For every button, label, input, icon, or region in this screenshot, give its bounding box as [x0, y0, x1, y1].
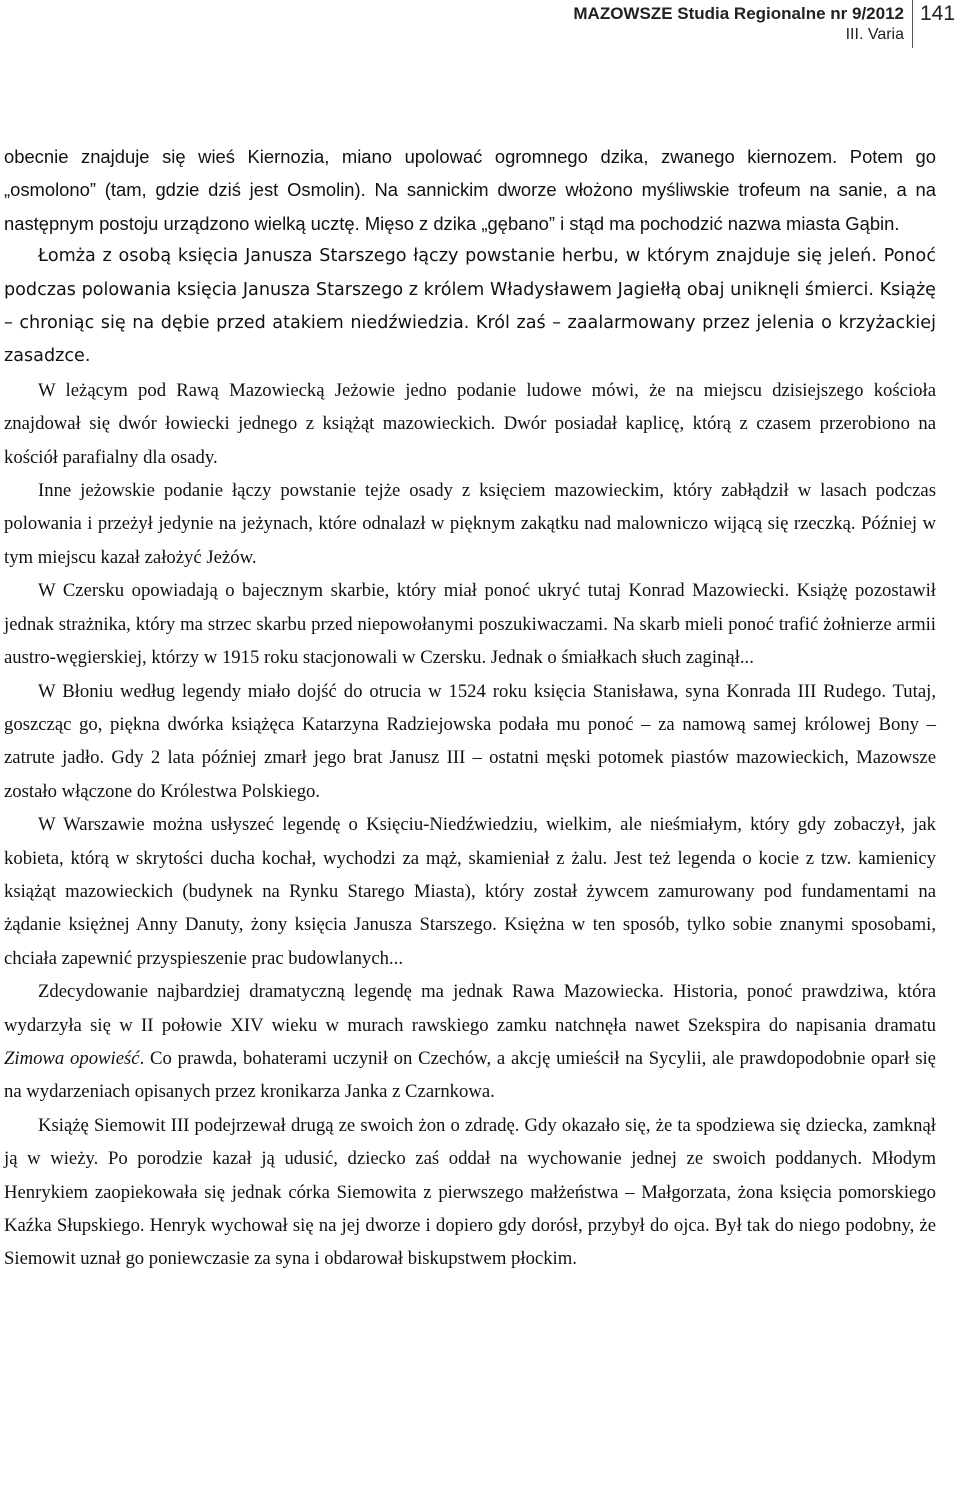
work-title: Zimowa opowieść	[4, 1047, 140, 1069]
running-header	[0, 0, 960, 48]
paragraph: W Błoniu według legendy miało dojść do otrucia w 1524 roku księcia Stanisława, syna Konrada III Rudego. Tutaj, goszcząc go, piękna dwórka książęca Katarzyna Radziejowska podała mu ponoć – za namową samej królowej Bony – zatrute jadło. Gdy 2 lata później zmarł jego brat Janusz III – ostatni męski potomek piastów mazowieckich, Mazowsze zostało włączone do Królestwa Polskiego.	[4, 680, 936, 802]
page-number: 141	[920, 2, 956, 25]
article-body	[4, 140, 936, 1276]
journal-header	[573, 3, 904, 45]
journal-title: MAZOWSZE Studia Regionalne nr 9/2012	[573, 4, 904, 23]
paragraph-text: . Co prawda, bohaterami uczynił on Czechów, a akcję umieścił na Sycylii, ale prawdopodobnie oparł się na wydarzeniach opisanych przez kronikarza Janka z Czarnkowa.	[4, 1047, 936, 1103]
paragraph	[4, 975, 936, 1109]
paragraph: W Czersku opowiadają o bajecznym skarbie, który miał ponoć ukryć tutaj Konrad Mazowiecki. Książę pozostawił jednak strażnika, który ma strzec skarbu przed niepowołanymi poszukiwaczami. Na skarb mieli ponoć trafić żołnierze armii austro-węgierskiej, którzy w 1915 roku stacjonowali w Czersku. Jednak o śmiałkach słuch zaginął...	[4, 580, 936, 669]
paragraph: W Warszawie można usłyszeć legendę o Księciu-Niedźwiedziu, wielkim, ale nieśmiałym, który gdy zobaczył, jak kobieta, którą w skrytości ducha kochał, wychodzi za mąż, skamieniał z żalu. Jest też legenda o kocie z tzw. kamienicy książąt mazowieckich (budynek na Rynku Starego Miasta), który został żywcem zamurowany pod fundamentami na żądanie księżnej Anny Danuty, żony księcia Janusza Starszego. Księżna w ten sposób, tylko sobie znanymi sposobami, chciała zapewnić przyspieszenie prac budowlanych...	[4, 814, 936, 969]
header-divider	[912, 0, 913, 48]
paragraph: W leżącym pod Rawą Mazowiecką Jeżowie jedno podanie ludowe mówi, że na miejscu dzisiejszego kościoła znajdował się dwór łowiecki jednego z książąt mazowieckich. Dwór posiadał kaplicę, którą z czasem przerobiono na kościół parafialny dla osady.	[4, 379, 936, 468]
paragraph: Łomża z osobą księcia Janusza Starszego łączy powstanie herbu, w którym znajduje się jeleń. Ponoć podczas polowania księcia Janusza Starszego z królem Władysławem Jagiełłą obaj uniknęli śmierci. Książę – chroniąc się na dębie przed atakiem niedźwiedzia. Król zaś – zaalarmowany przez jelenia o krzyżackiej zasadzce.	[4, 246, 936, 367]
section-title: III. Varia	[845, 26, 904, 43]
paragraph: Książę Siemowit III podejrzewał drugą ze swoich żon o zdradę. Gdy okazało się, że ta spodziewa się dziecka, zamknął ją w wieży. Po porodzie kazał ją udusić, dziecko zaś oddał na wychowanie jednej ze swoich poddanych. Młodym Henrykiem zaopiekowała się jednak córka Siemowita z pierwszego małżeństwa – Małgorzata, żona księcia pomorskiego Kaźka Słupskiego. Henryk wychował się na jej dworze i dopiero gdy dorósł, przybył do ojca. Był tak do niego podobny, że Siemowit uznał go poniewczasie za syna i obdarował biskupstwem płockim.	[4, 1114, 936, 1270]
paragraph-text: Zdecydowanie najbardziej dramatyczną legendę ma jednak Rawa Mazowiecka. Historia, ponoć prawdziwa, która wydarzyła się w II połowie XIV wieku w murach rawskiego zamku natchnęła nawet Szekspira do napisania dramatu	[4, 981, 936, 1036]
paragraph: obecnie znajduje się wieś Kiernozia, miano upolować ogromnego dzika, zwanego kiernozem. Potem go „osmolono” (tam, gdzie dziś jest Osmolin). Na sannickim dworze włożono myśliwskie trofeum na sanie, a na następnym postoju urządzono wielką ucztę. Mięso z dzika „gębano” i stąd ma pochodzić nazwa miasta Gąbin.	[4, 146, 936, 234]
paragraph: Inne jeżowskie podanie łączy powstanie tejże osady z księciem mazowieckim, który zabłądził w lasach podczas polowania i przeżył jedynie na jeżynach, które odnalazł w pięknym zakątku nad malowniczo wijącą się rzeczką. Później w tym miejscu kazał założyć Jeżów.	[4, 480, 936, 568]
